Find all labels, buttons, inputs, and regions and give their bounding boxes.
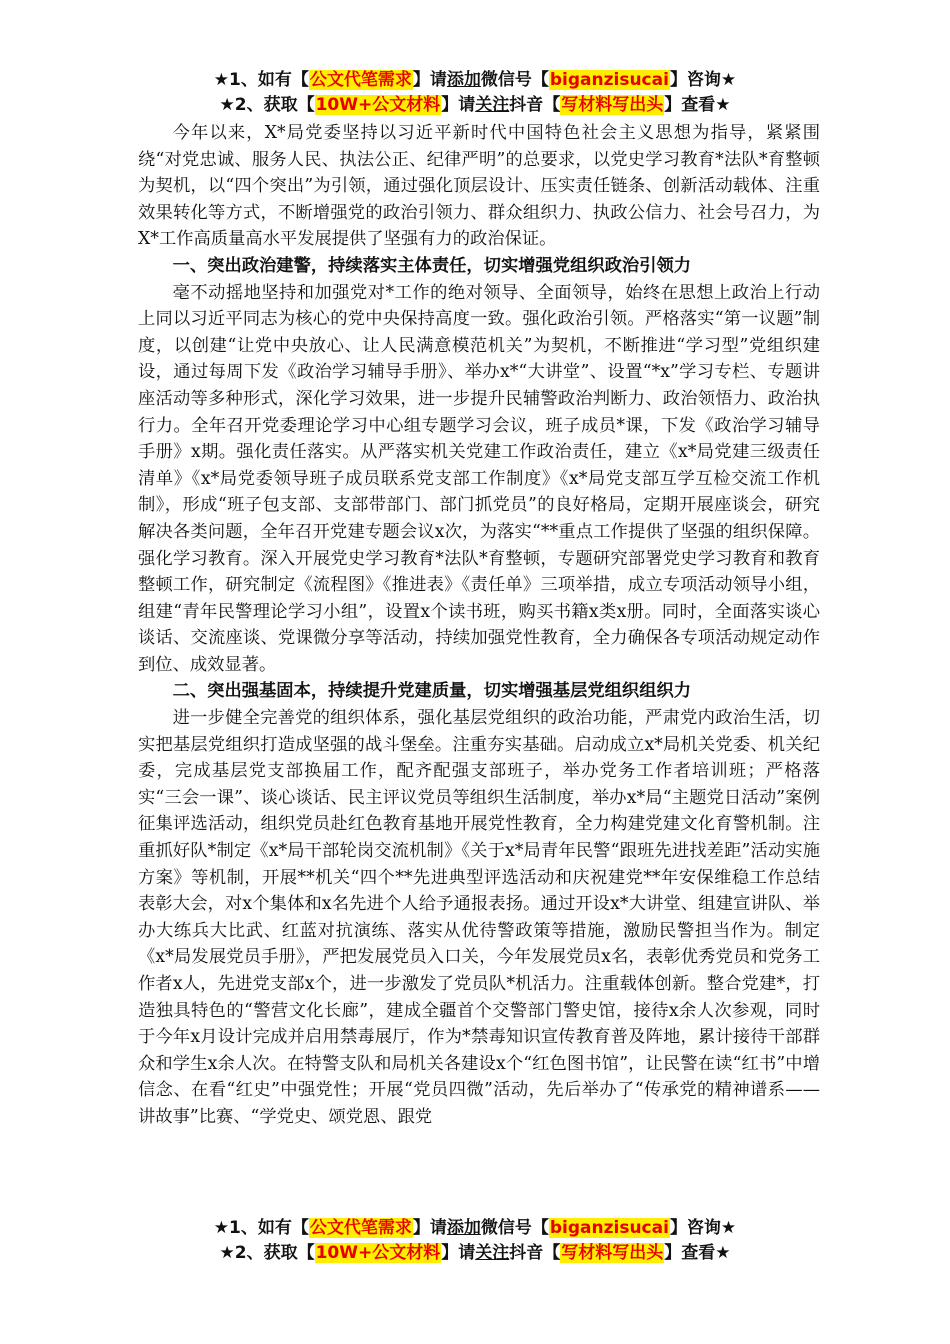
- promo-text: 】查看★: [664, 1243, 731, 1263]
- promo-line-1: [0, 68, 950, 93]
- promo-text: 抖音【: [509, 95, 561, 115]
- promo-wechat-id: biganzisucai: [549, 1218, 669, 1238]
- promo-highlight: 10W+公文材料: [315, 1243, 441, 1263]
- promo-banner-top: [0, 68, 950, 118]
- promo-text: 】请: [441, 95, 476, 115]
- section-heading-1: 一、突出政治建警，持续落实主体责任，切实增强党组织政治引领力: [172, 255, 692, 276]
- promo-line-2: [0, 93, 950, 118]
- promo-text: ★2、获取【: [219, 95, 315, 115]
- promo-douyin-id: 写材料写出头: [561, 95, 664, 115]
- promo-underlined: 关注: [475, 95, 510, 115]
- promo-underlined: 添加: [446, 1218, 481, 1238]
- promo-text: 】请: [441, 1243, 476, 1263]
- promo-text: 】咨询★: [669, 1218, 737, 1238]
- promo-text: 】请: [412, 70, 447, 90]
- promo-underlined: 添加: [446, 70, 481, 90]
- promo-text: 】咨询★: [669, 70, 737, 90]
- promo-highlight: 10W+公文材料: [315, 95, 441, 115]
- document-body: [138, 120, 820, 1131]
- promo-text: ★1、如有【: [213, 1218, 309, 1238]
- section-heading-2: 二、突出强基固本，持续提升党建质量，切实增强基层党组织组织力: [172, 681, 692, 702]
- section-paragraph-1: 毫不动摇地坚持和加强党对*工作的绝对领导、全面领导，始终在思想上政治上行动上同以习近平同志为核心的党中央保持高度一致。强化政治引领。严格落实“第一议题”制度，以创建“让党中央放心、让人民满意模范机关”为契机，不断推进“学习型”党组织建设，通过每周下发《政治学习辅导手册》、举办x*“大讲堂”、设置“*x”学习专栏、专题讲座活动等多种形式，深化学习效果，进一步提升民辅警政治判断力、政治领悟力、政治执行力。全年召开党委理论学习中心组专题学习会议，班子成员*课，下发《政治学习辅导手册》x期。强化责任落实。从严落实机关党建工作政治责任，建立《x*局党建三级责任清单》《x*局党委领导班子成员联系党支部工作制度》《x*局党支部互学互检交流工作机制》，形成“班子包支部、支部带部门、部门抓党员”的良好格局，定期开展座谈会，研究解决各类问题，全年召开党建专题会议x次，为落实“**重点工作提供了坚强的组织保障。强化学习教育。深入开展党史学习教育*法队*育整顿，专题研究部署党史学习教育和教育整顿工作，研究制定《流程图》《推进表》《责任单》三项举措，成立专项活动领导小组，组建“青年民警理论学习小组”，设置x个读书班，购买书籍x类x册。同时，全面落实谈心谈话、交流座谈、党课微分享等活动，持续加强党性教育，全力确保各专项活动规定动作到位、成效显著。: [138, 282, 820, 675]
- promo-text: 微信号【: [480, 1218, 549, 1238]
- promo-text: 微信号【: [480, 70, 549, 90]
- promo-banner-bottom: [0, 1216, 950, 1266]
- promo-text: 】查看★: [664, 95, 731, 115]
- promo-text: 抖音【: [509, 1243, 561, 1263]
- section-paragraph-2: 进一步健全完善党的组织体系，强化基层党组织的政治功能，严肃党内政治生活，切实把基层党组织打造成坚强的战斗堡垒。注重夯实基础。启动成立x*局机关党委、机关纪委，完成基层党支部换届工作，配齐配强支部班子，举办党务工作者培训班；严格落实“三会一课”、谈心谈话、民主评议党员等组织生活制度，举办x*局“主题党日活动”案例征集评选活动，组织党员赴红色教育基地开展党性教育，全力构建党建文化育警机制。注重抓好队*制定《x*局干部轮岗交流机制》《关于x*局青年民警“跟班先进找差距”活动实施方案》等机制，开展**机关“四个**先进典型评选活动和庆祝建党**年安保维稳工作总结表彰大会，对x个集体和x名先进个人给予通报表扬。通过开设x*大讲堂、组建宣讲队、举办大练兵大比武、红蓝对抗演练、落实从优待警政策等措施，激励民警担当作为。制定《x*局发展党员手册》，严把发展党员入口关，今年发展党员x名，表彰优秀党员和党务工作者x人，先进党支部x个，进一步激发了党员队*机活力。注重载体创新。整合党建*，打造独具特色的“警营文化长廊”，建成全疆首个交警部门警史馆，接待x余人次参观，同时于今年x月设计完成并启用禁毒展厅，作为*禁毒知识宣传教育普及阵地，累计接待干部群众和学生x余人次。在特警支队和局机关各建设x个“红色图书馆”，让民警在读“红书”中增信念、在看“红史”中强党性；开展“党员四微”活动，先后举办了“传承党的精神谱系——讲故事”比赛、“学党史、颂党恩、跟党: [138, 708, 820, 1127]
- promo-line-2: [0, 1241, 950, 1266]
- promo-wechat-id: biganzisucai: [549, 70, 669, 90]
- promo-line-1: [0, 1216, 950, 1241]
- promo-text: ★2、获取【: [219, 1243, 315, 1263]
- intro-paragraph: 今年以来，X*局党委坚持以习近平新时代中国特色社会主义思想为指导，紧紧围绕“对党忠诚、服务人民、执法公正、纪律严明”的总要求，以党史学习教育*法队*育整顿为契机，以“四个突出”为引领，通过强化顶层设计、压实责任链条、创新活动载体、注重效果转化等方式，不断增强党的政治引领力、群众组织力、执政公信力、社会号召力，为X*工作高质量高水平发展提供了坚强有力的政治保证。: [138, 123, 820, 250]
- promo-highlight: 公文代笔需求: [309, 70, 412, 90]
- promo-highlight: 公文代笔需求: [309, 1218, 412, 1238]
- promo-underlined: 关注: [475, 1243, 510, 1263]
- promo-text: ★1、如有【: [213, 70, 309, 90]
- promo-text: 】请: [412, 1218, 447, 1238]
- promo-douyin-id: 写材料写出头: [561, 1243, 664, 1263]
